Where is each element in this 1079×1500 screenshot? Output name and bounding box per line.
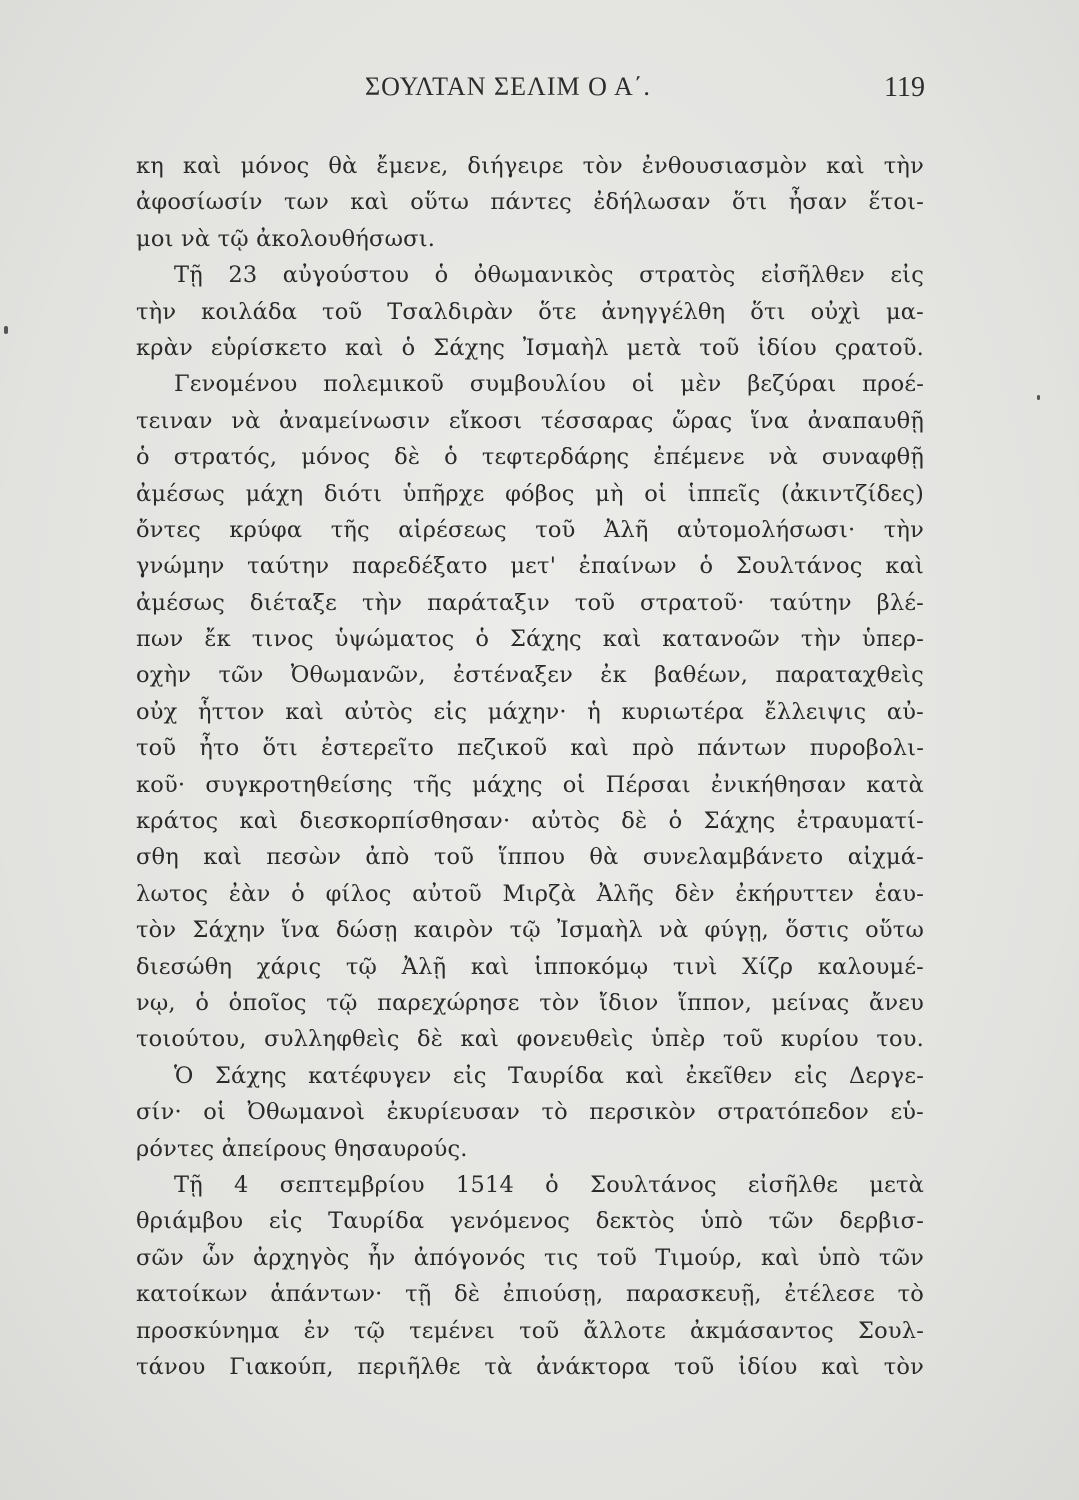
text-line: σῶν ὧν ἀρχηγὸς ἦν ἀπόγονός τις τοῦ Τιμούρ, καὶ ὑπὸ τῶν <box>136 1244 924 1271</box>
text-line: κη καὶ μόνος θὰ ἔμενε, διήγειρε τὸν ἐνθουσιασμὸν καὶ τὴν <box>136 153 924 179</box>
text-line: σίν· οἱ Ὀθωμανοὶ ἐκυρίευσαν τὸ περσικὸν στρατόπεδον εὑ- <box>136 1099 924 1126</box>
text-line: προσκύνημα ἐν τῷ τεμένει τοῦ ἄλλοτε ἀκμάσαντος Σουλ- <box>136 1317 924 1344</box>
text-line: τάνου Γιακούπ, περιῆλθε τὰ ἀνάκτορα τοῦ ἰδίου καὶ τὸν <box>136 1353 924 1380</box>
text-line: τὸν Σάχην ἵνα δώσῃ καιρὸν τῷ Ἰσμαὴλ νὰ φύγῃ, ὅστις οὕτω <box>136 917 924 944</box>
margin-mark <box>4 326 8 334</box>
text-line: κοῦ· συγκροτηθείσης τῆς μάχης οἱ Πέρσαι ἐνικήθησαν κατὰ <box>136 771 924 798</box>
running-title: ΣΟΥΛΤΑΝ ΣΕΛΙΜ Ο Α΄. <box>365 72 651 101</box>
margin-mark <box>1037 395 1040 400</box>
text-line: οὐχ ἧττον καὶ αὐτὸς εἰς μάχην· ἡ κυριωτέρα ἔλλειψις αὐ- <box>136 698 924 725</box>
text-line: σθη καὶ πεσὼν ἀπὸ τοῦ ἵππου θὰ συνελαμβάνετο αἰχμά- <box>136 844 924 871</box>
text-line: ἀφοσίωσίν των καὶ οὕτω πάντες ἐδήλωσαν ὅτι ἦσαν ἕτοι- <box>136 189 924 216</box>
page-number: 119 <box>884 72 925 103</box>
text-line: ὄντες κρύφα τῆς αἱρέσεως τοῦ Ἀλῆ αὐτομολήσωσι· τὴν <box>136 516 924 543</box>
text-line: πων ἔκ τινος ὑψώματος ὁ Σάχης καὶ κατανοῶν τὴν ὑπερ- <box>136 626 924 653</box>
text-line: ὁ στρατός, μόνος δὲ ὁ τεφτερδάρης ἐπέμενε νὰ συναφθῇ <box>136 444 924 471</box>
page-header <box>135 72 925 112</box>
text-line: τοῦ ἦτο ὅτι ἐστερεῖτο πεζικοῦ καὶ πρὸ πάντων πυροβολι- <box>136 735 924 762</box>
text-line: κατοίκων ἁπάντων· τῇ δὲ ἐπιούσῃ, παρασκευῇ, ἐτέλεσε τὸ <box>136 1281 924 1308</box>
text-line: νῳ, ὁ ὁποῖος τῷ παρεχώρησε τὸν ἴδιον ἵππον, μείνας ἄνευ <box>136 989 924 1016</box>
text-line: Ὁ Σάχης κατέφυγεν εἰς Ταυρίδα καὶ ἐκεῖθεν εἰς Δεργε- <box>174 1062 924 1089</box>
text-line: διεσώθη χάρις τῷ Ἀλῇ καὶ ἱπποκόμῳ τινὶ Χίζρ καλουμέ- <box>136 953 924 980</box>
text-line: οχὴν τῶν Ὀθωμανῶν, ἐστέναξεν ἐκ βαθέων, παραταχθεὶς <box>136 662 924 689</box>
text-line: τὴν κοιλάδα τοῦ Τσαλδιρὰν ὅτε ἀνηγγέλθη ὅτι οὐχὶ μα- <box>136 298 924 325</box>
text-line: λωτος ἐὰν ὁ φίλος αὐτοῦ Μιρζὰ Ἀλῆς δὲν ἐκήρυττεν ἑαυ- <box>136 880 924 907</box>
text-line: τοιούτου, συλληφθεὶς δὲ καὶ φονευθεὶς ὑπὲρ τοῦ κυρίου του. <box>136 1026 924 1053</box>
text-line: κράτος καὶ διεσκορπίσθησαν· αὐτὸς δὲ ὁ Σάχης ἐτραυματί- <box>136 808 924 835</box>
text-line: γνώμην ταύτην παρεδέξατο μετ' ἐπαίνων ὁ Σουλτάνος καὶ <box>136 553 924 580</box>
text-line: ρόντες ἀπείρους θησαυρούς. <box>136 1135 468 1162</box>
text-line: Τῇ 4 σεπτεμβρίου 1514 ὁ Σουλτάνος εἰσῆλθε μετὰ <box>174 1171 924 1198</box>
body-text <box>136 148 924 1385</box>
text-line: Γενομένου πολεμικοῦ συμβουλίου οἱ μὲν βεζύραι προέ- <box>174 371 924 398</box>
text-line: Τῇ 23 αὐγούστου ὁ ὀθωμανικὸς στρατὸς εἰσῆλθεν εἰς <box>174 262 924 289</box>
text-line: ἀμέσως διέταξε τὴν παράταξιν τοῦ στρατοῦ· ταύτην βλέ- <box>136 589 924 616</box>
text-line: κρὰν εὑρίσκετο καὶ ὁ Σάχης Ἰσμαὴλ μετὰ τοῦ ἰδίου ςρατοῦ. <box>136 334 924 361</box>
text-line: θριάμβου εἰς Ταυρίδα γενόμενος δεκτὸς ὑπὸ τῶν δερβισ- <box>136 1208 924 1235</box>
text-line: τειναν νὰ ἀναμείνωσιν εἴκοσι τέσσαρας ὥρας ἵνα ἀναπαυθῇ <box>136 407 924 434</box>
text-line: μοι νὰ τῷ ἀκολουθήσωσι. <box>136 225 436 252</box>
text-line: ἀμέσως μάχη διότι ὑπῆρχε φόβος μὴ οἱ ἱππεῖς (ἀκιντζίδες) <box>136 480 924 507</box>
